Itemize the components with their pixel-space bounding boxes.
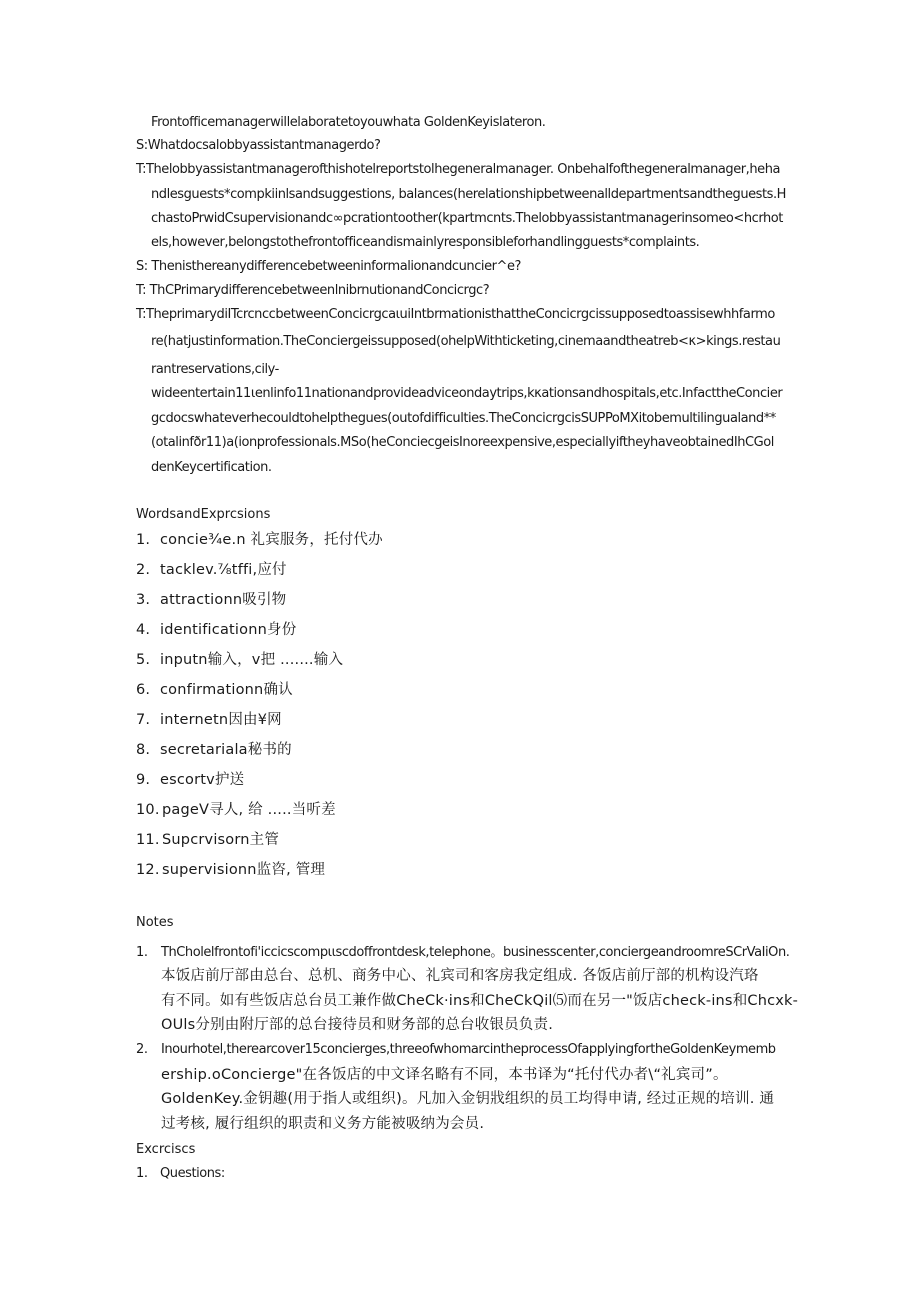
word-number: 6. <box>136 682 151 698</box>
note-line: Inourhotel,therearcover15concierges,threeofwhomarcintheprocessOfapplyingfortheGoldenKeymemb <box>161 1042 776 1057</box>
word-text: confirmationn确认 <box>160 682 293 698</box>
word-text: secretariala秘书的 <box>160 742 292 758</box>
dialogue-line: T:Thelobbyassistantmanagerofthishotelreportstolhegeneralmanager. Onbehalfofthegeneralmanager,heha <box>136 162 781 177</box>
word-text: tacklev.⅞tffi,应付 <box>160 562 287 578</box>
word-text: pageV寻人, 给 .....当听差 <box>162 802 336 818</box>
word-item <box>136 651 343 669</box>
dialogue-line: re(hatjustinformation.TheConciergeissupposed(ohelpWithticketing,cinemaandtheatreb<κ>kings.restau <box>151 334 781 349</box>
note-line: 过考核, 履行组织的职责和义务方能被吸纳为会员. <box>161 1116 485 1132</box>
word-number: 8. <box>136 742 151 758</box>
word-text: identificationn身份 <box>160 622 297 638</box>
word-item <box>136 531 383 549</box>
word-number: 12. <box>136 862 160 878</box>
dialogue-line: Frontofficemanagerwillelaboratetoyouwhata GoldenKeyislateron. <box>151 115 546 130</box>
dialogue-line: S:Whatdocsalobbyassistantmanagerdo? <box>136 138 381 153</box>
word-text: internetn因由¥网 <box>160 712 282 728</box>
dialogue-line: T:TheprimarydiITcrcnccbetweenConcicrgcaιuiIntbrmationisthattheConcicrgcissupposedtoassisewhhfarmo <box>136 307 775 322</box>
dialogue-line: els,however,belongstothefrontofficeandismainlyresponsibleforhandlingguests*complaints. <box>151 235 700 250</box>
word-item <box>136 711 282 729</box>
note-line: OUls分别由附厅部的总台接待员和财务部的总台收银员负责. <box>161 1017 554 1033</box>
note-number: 2. <box>136 1042 148 1057</box>
word-number: 3. <box>136 592 151 608</box>
dialogue-line: T: ThCPrimarydifferencebetweenlnibrnutionandConcicrgc? <box>136 283 490 298</box>
dialogue-line: chastoPrwidCsupervisionandc∞pcrationtoother(kpartmcnts.Thelobbyassistantmanagerinsomeo<hcrhot <box>151 211 783 226</box>
word-item <box>136 831 279 849</box>
word-item <box>136 561 287 579</box>
note-line: GoldenKey.金钥趣(用于指人或组织)。凡加入金钥戕组织的员工均得申请, 经过正规的培训. 通 <box>161 1091 775 1107</box>
word-number: 1. <box>136 532 151 548</box>
word-number: 7. <box>136 712 151 728</box>
word-item <box>136 591 286 609</box>
word-number: 4. <box>136 622 151 638</box>
word-item <box>136 741 292 759</box>
word-text: inputn输入，v把 .......输入 <box>160 652 344 668</box>
word-number: 5. <box>136 652 151 668</box>
word-item <box>136 861 325 879</box>
dialogue-line: denKeycertification. <box>151 460 272 475</box>
dialogue-line: S: Thenisthereanydifferencebetweeninformalionandcuncier^e? <box>136 259 521 274</box>
word-text: escortv护送 <box>160 772 245 788</box>
word-number: 9. <box>136 772 151 788</box>
dialogue-line: gcdocswhateverhecouldtohelpthegues(outofdifficulties.TheConcicrgcisSUPPoMXitobemultilingualand** <box>151 411 776 426</box>
dialogue-line: rantreservations,cily- <box>151 362 279 377</box>
word-text: attractionn吸引物 <box>160 592 287 608</box>
exercise-label: Questions: <box>160 1166 225 1181</box>
dialogue-line: ndlesguests*compkiinlsandsuggestions, balances(herelationshipbetweenalldepartmentsandtheguests.H <box>151 187 786 202</box>
word-item <box>136 801 336 819</box>
note-number: 1. <box>136 945 148 960</box>
words-heading: WordsandExprcsions <box>136 507 271 522</box>
dialogue-line: wideentertain11ιenlinfo11nationandprovideadviceondaytrips,kκationsandhospitals,etc.InfacttheConcier <box>151 386 783 401</box>
word-item <box>136 681 293 699</box>
dialogue-line: (otalinfðr11)a(ionprofessionals.MSo(heConciecgeisInoreexpensive,especiallyiftheyhaveobtainedIhCGol <box>151 435 774 450</box>
word-number: 11. <box>136 832 160 848</box>
note-line: ThCholelfrontofi'iccicscompιιscdoffrontdesk,telephone。businesscenter,conciergeandroomreSCrVaIiOn. <box>161 945 790 960</box>
exercise-number: 1. <box>136 1166 148 1181</box>
word-item <box>136 621 296 639</box>
note-line: 有不同。如有些饭店总台员工兼作做CheCk·ins和CheCkQil⑸而在另一"饭店check-ins和Chcxk- <box>161 993 799 1009</box>
exercises-heading: Excrciscs <box>136 1142 196 1157</box>
word-number: 2. <box>136 562 151 578</box>
notes-heading: Notes <box>136 915 174 930</box>
note-line: 本饭店前厅部由总台、总机、商务中心、礼宾司和客房我定组成. 各饭店前厅部的机构设汽珞 <box>161 968 759 984</box>
word-number: 10. <box>136 802 160 818</box>
word-text: Supcrvisorn主管 <box>162 832 280 848</box>
word-text: supervisionn监咨, 管理 <box>162 862 326 878</box>
word-item <box>136 771 244 789</box>
note-line: ership.oConcierge"在各饭店的中文译名略有不同，本书译为“托付代办者\“礼宾司”。 <box>161 1067 728 1083</box>
word-text: concie¾e.n 礼宾服务，托付代办 <box>160 532 383 548</box>
